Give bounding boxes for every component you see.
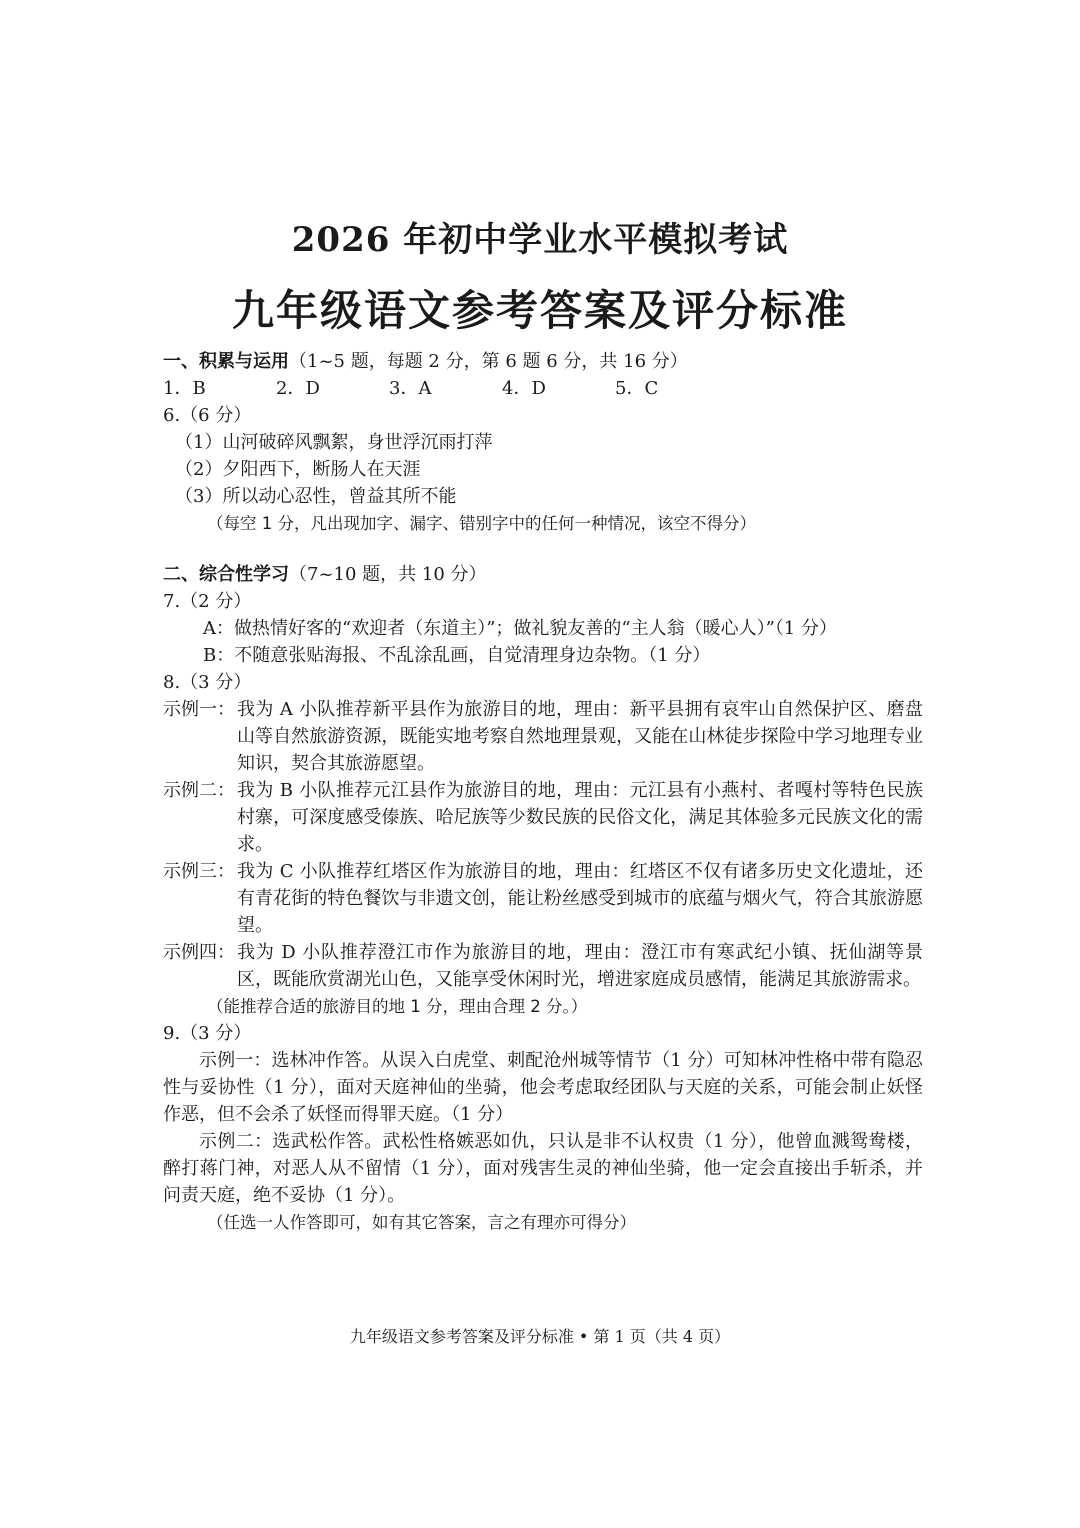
q6-answer-2: （2）夕阳西下，断肠人在天涯 <box>175 459 421 480</box>
choice-answers <box>163 375 923 402</box>
q7-answer-a: A：做热情好客的“欢迎者（东道主）”；做礼貌友善的“主人翁（暖心人）”（1 分） <box>203 618 837 639</box>
q8-scoring-note: （能推荐合适的旅游目的地 1 分，理由合理 2 分。） <box>207 997 588 1016</box>
section1-heading: 一、积累与运用 <box>163 351 289 372</box>
section2-heading-line <box>163 561 923 588</box>
q9-example-1: 示例一：选林冲作答。从误入白虎堂、刺配沧州城等情节（1 分）可知林冲性格中带有隐忍性与妥协性（1 分），面对天庭神仙的坐骑，他会考虑取经团队与天庭的关系，可能会制止妖怪作恶，但不会杀了妖怪而得罪天庭。（1 分） <box>163 1050 923 1125</box>
q8-example-label: 示例三： <box>163 861 235 882</box>
q8-example-text: 我为 D 小队推荐澄江市作为旅游目的地，理由：澄江市有寒武纪小镇、抚仙湖等景区，既能欣赏湖光山色，又能享受休闲时光，增进家庭成员感情，能满足其旅游需求。 <box>237 942 923 990</box>
section2-heading-note: （7~10 题，共 10 分） <box>289 564 487 585</box>
q6-scoring-note: （每空 1 分，凡出现加字、漏字、错别字中的任何一种情况，该空不得分） <box>207 514 756 533</box>
exam-title: 2026 年初中学业水平模拟考试 <box>291 220 789 260</box>
q7-answer-b: B：不随意张贴海报、不乱涂乱画，自觉清理身边杂物。（1 分） <box>203 645 711 666</box>
q8-example-2 <box>163 777 923 858</box>
q8-example-text: 我为 B 小队推荐元江县作为旅游目的地，理由：元江县有小燕村、者嘎村等特色民族村寨，可深度感受傣族、哈尼族等少数民族的民俗文化，满足其体验多元民族文化的需求。 <box>237 780 923 855</box>
q9-scoring-note: （任选一人作答即可，如有其它答案，言之有理亦可得分） <box>207 1213 636 1232</box>
q8-example-text: 我为 C 小队推荐红塔区作为旅游目的地，理由：红塔区不仅有诸多历史文化遗址，还有青花街的特色餐饮与非遗文创，能让粉丝感受到城市的底蕴与烟火气，符合其旅游愿望。 <box>237 861 923 936</box>
answer-q1: 1．B <box>163 378 206 399</box>
q8-example-text: 我为 A 小队推荐新平县作为旅游目的地，理由：新平县拥有哀牢山自然保护区、磨盘山等自然旅游资源，既能实地考察自然地理景观，又能在山林徒步探险中学习地理专业知识，契合其旅游愿望。 <box>237 699 923 774</box>
q8-example-3 <box>163 858 923 939</box>
q9-label: 9.（3 分） <box>163 1023 252 1044</box>
q8-label: 8.（3 分） <box>163 672 252 693</box>
page-footer: 九年级语文参考答案及评分标准 • 第 1 页（共 4 页） <box>349 1327 731 1346</box>
q6-label: 6.（6 分） <box>163 405 252 426</box>
answer-q4: 4．D <box>502 378 546 399</box>
q6-answer-3: （3）所以动心忍性，曾益其所不能 <box>175 486 457 507</box>
q9-example-2: 示例二：选武松作答。武松性格嫉恶如仇，只认是非不认权贵（1 分），他曾血溅鸳鸯楼，醉打蒋门神，对恶人从不留情（1 分），面对残害生灵的神仙坐骑，他一定会直接出手斩杀，并问责天庭，绝不妥协（1 分）。 <box>163 1131 923 1206</box>
q8-example-label: 示例四： <box>163 942 235 963</box>
answer-content <box>163 348 923 1236</box>
document-title: 九年级语文参考答案及评分标准 <box>231 286 848 335</box>
section1-heading-line <box>163 348 923 375</box>
q8-example-1 <box>163 696 923 777</box>
answer-q2: 2．D <box>276 378 320 399</box>
section1-heading-note: （1~5 题，每题 2 分，第 6 题 6 分，共 16 分） <box>289 351 688 372</box>
answer-q3: 3．A <box>389 378 432 399</box>
section2-heading: 二、综合性学习 <box>163 564 289 585</box>
answer-q5: 5．C <box>615 378 659 399</box>
q7-label: 7.（2 分） <box>163 591 252 612</box>
q6-answer-1: （1）山河破碎风飘絮，身世浮沉雨打萍 <box>175 432 493 453</box>
q8-example-label: 示例二： <box>163 780 235 801</box>
q8-example-label: 示例一： <box>163 699 235 720</box>
section-spacer <box>163 537 923 561</box>
q8-example-4 <box>163 939 923 993</box>
